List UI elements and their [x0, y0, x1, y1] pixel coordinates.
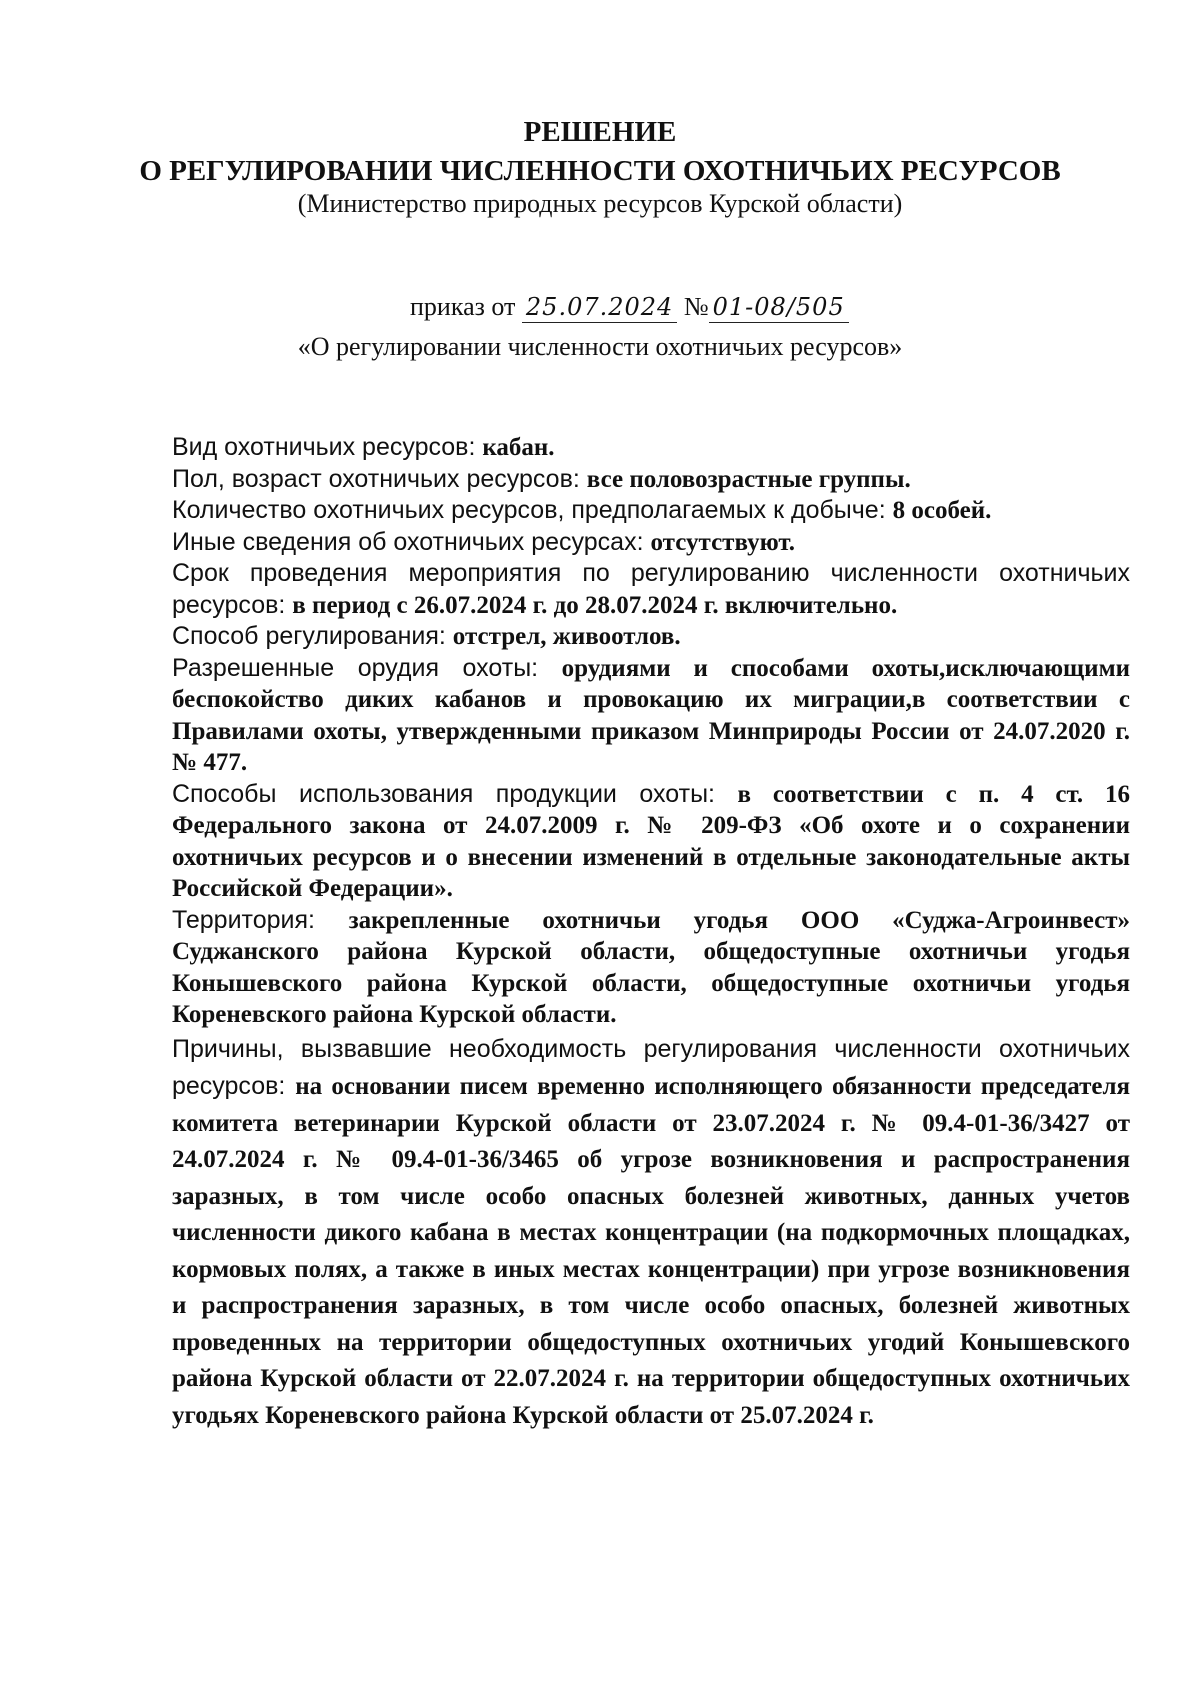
order-prefix: приказ от: [410, 292, 516, 321]
field-label: Территория:: [172, 905, 349, 934]
field-other-info: [172, 527, 1130, 559]
field-sex-age: [172, 464, 1130, 496]
field-label: Пол, возраст охотничьих ресурсов:: [172, 464, 587, 493]
order-number-sign: №: [683, 292, 709, 321]
field-species: [172, 432, 1130, 464]
field-value: 8 особей.: [892, 497, 992, 524]
field-value: в период с 26.07.2024 г. до 28.07.2024 г. включительно.: [292, 591, 898, 619]
order-number-handwritten: 01-08/505: [709, 292, 849, 323]
document-title: РЕШЕНИЕ: [523, 116, 677, 148]
field-label: Разрешенные орудия охоты:: [172, 653, 562, 682]
order-date-handwritten: 25.07.2024: [522, 292, 677, 323]
field-reasons: [172, 1031, 1130, 1435]
field-method: [172, 621, 1130, 653]
field-period: [172, 558, 1130, 621]
order-name: «О регулировании численности охотничьих ресурсов»: [297, 332, 903, 361]
document-subtitle: О РЕГУЛИРОВАНИИ ЧИСЛЕННОСТИ ОХОТНИЧЬИХ РЕСУРСОВ: [139, 155, 1061, 187]
field-label: Способы использования продукции охоты:: [172, 779, 738, 808]
field-value: на основании писем временно исполняющего обязанности председателя комитета ветеринарии Курской области от 23.07.2024 г. № 09.4-01-36/3427 от 24.07.2024 г. № 09.4-01-36/3465 об угрозе возникновения и распространения заразных, в том числе особо опасных болезней животных, данных учетов численности дикого кабана в местах концентрации (на подкормочных площадках, кормовых полях, а также в иных местах концентрации) при угрозе возникновения и распространения заразных, в том числе особо опасных, болезней животных проведенных на территории общедоступных охотничьих угодий Конышевского района Курской области от 22.07.2024 г. на территории общедоступных охотничьих угодьях Кореневского района Курской области от 25.07.2024 г.: [172, 1073, 1131, 1429]
field-value: закрепленные охотничьи угодья ООО «Суджа-Агроинвест» Суджанского района Курской области, общедоступные охотничьи угодья Конышевского района Курской области, общедоступные охотничьи угодья Кореневского района Курской области.: [172, 906, 1131, 1028]
field-label: Причины, вызвавшие необходимость регулирования численности охотничьих ресурсов:: [172, 1034, 1130, 1100]
field-label: Способ регулирования:: [172, 622, 453, 650]
field-product-use: [172, 779, 1130, 905]
field-label: Срок проведения мероприятия по регулированию численности охотничьих ресурсов:: [172, 559, 1130, 619]
field-territory: [172, 905, 1130, 1031]
field-label: Количество охотничьих ресурсов, предполагаемых к добыче:: [172, 496, 893, 524]
field-value: отсутствуют.: [650, 528, 796, 556]
field-value: в соответствии с п. 4 ст. 16 Федерального закона от 24.07.2009 г. № 209-ФЗ «Об охоте и о сохранении охотничьих ресурсов и о внесении изменений в отдельные законодательные акты Российской Федерации».: [172, 780, 1130, 902]
field-label: Иные сведения об охотничьих ресурсах:: [172, 527, 651, 556]
field-value: все половозрастные группы.: [586, 465, 911, 493]
field-value: отстрел, живоотлов.: [452, 623, 681, 650]
field-tools: [172, 653, 1130, 779]
field-value: орудиями и способами охоты,исключающими беспокойство диких кабанов и провокацию их миграции,в соответствии с Правилами охоты, утвержденными приказом Минприроды России от 24.07.2020 г. № 477.: [172, 654, 1130, 776]
field-value: кабан.: [482, 434, 555, 461]
field-label: Вид охотничьих ресурсов:: [172, 433, 483, 461]
decision-fields: [172, 432, 1130, 1434]
ministry-name: (Министерство природных ресурсов Курской области): [297, 189, 903, 218]
order-reference: [410, 292, 849, 323]
field-quantity: [172, 495, 1130, 527]
